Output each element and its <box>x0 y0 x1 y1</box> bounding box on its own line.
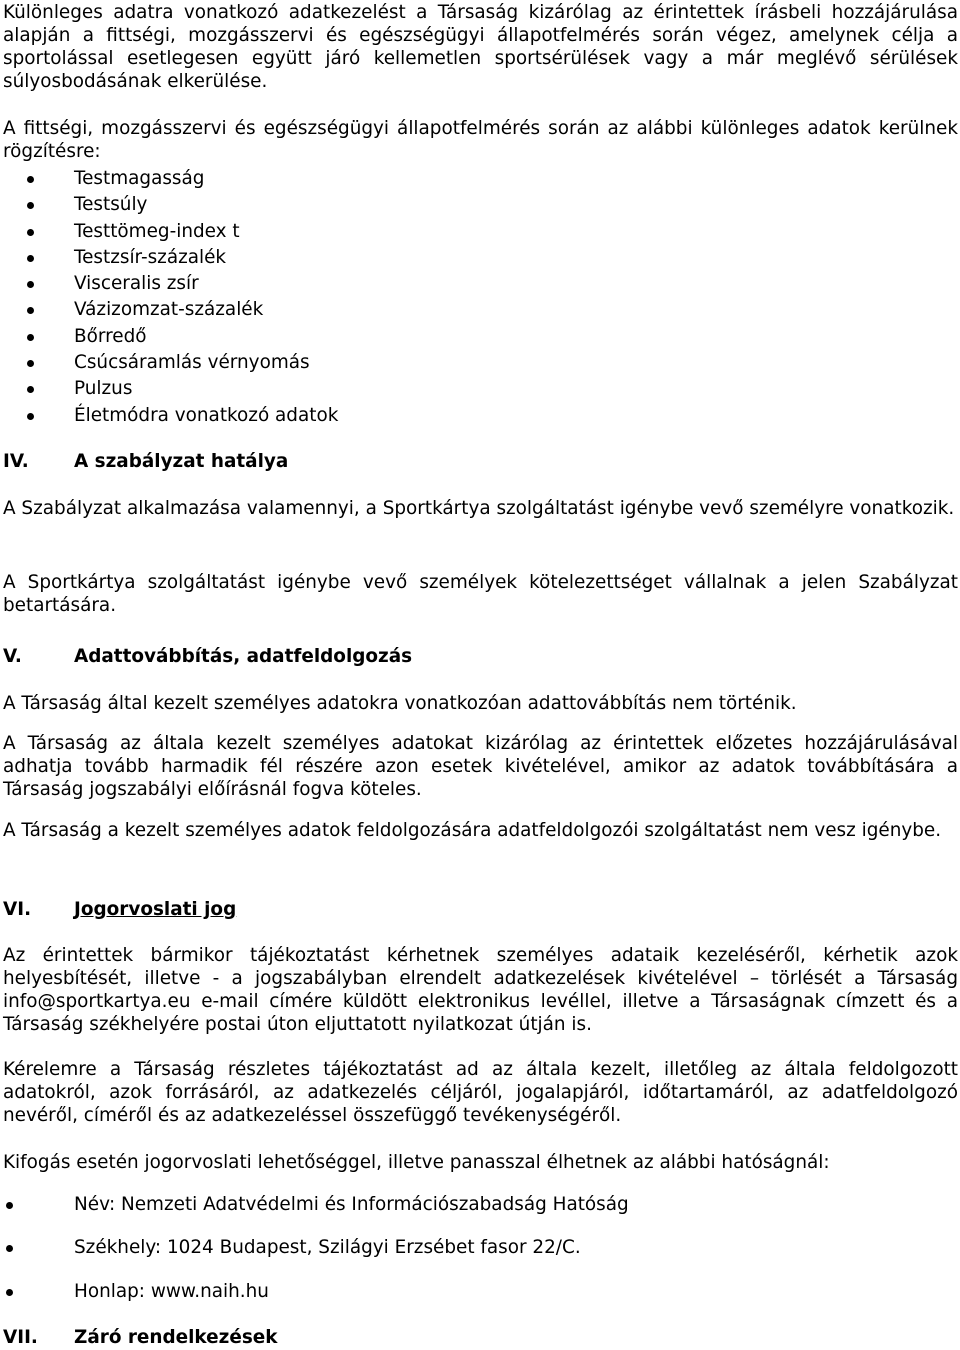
section-title: Jogorvoslati jog <box>74 899 237 920</box>
section-vi-paragraph: Kifogás esetén jogorvoslati lehetőséggel, illetve panasszal élhetnek az alábbi hatóságnál: <box>3 1152 830 1173</box>
bullet-icon <box>27 386 34 393</box>
bullet-icon <box>27 202 34 209</box>
bullet-icon <box>6 1289 13 1296</box>
list-item: Pulzus <box>3 376 958 402</box>
list-item: Székhely: 1024 Budapest, Szilágyi Erzsébet fasor 22/C. <box>3 1236 958 1260</box>
fitness-section <box>3 117 958 429</box>
section-vi-heading <box>3 898 958 922</box>
bullet-icon <box>27 255 34 262</box>
section-title: Adattovábbítás, adatfeldolgozás <box>74 646 413 667</box>
section-v-heading <box>3 645 958 669</box>
list-item: Honlap: www.naih.hu <box>3 1280 958 1304</box>
list-item: Csúcsáramlás vérnyomás <box>3 350 958 376</box>
list-item: Testsúly <box>3 192 958 218</box>
section-v-paragraph: A Társaság által kezelt személyes adatokra vonatkozóan adattovábbítás nem történik. <box>3 693 797 714</box>
section-vii-heading <box>3 1326 958 1350</box>
bullet-icon <box>27 413 34 420</box>
section-number: V. <box>3 646 22 667</box>
section-vi-paragraph: Az érintettek bármikor tájékoztatást kérhetnek személyes adataik kezeléséről, kérhetik azok helyesbítését, illetve - a jogszabályban elrendelt adatkezelések kivételével – törlését a Társaság info@sportkartya.eu e-mail címére küldött elektronikus levéllel, illetve a Társaságnak címzett és a Társaság székhelyére postai úton eljuttatott nyilatkozat útján is. <box>3 945 958 1035</box>
bullet-icon <box>27 176 34 183</box>
section-iv-paragraph: A Szabályzat alkalmazása valamennyi, a Sportkártya szolgáltatást igénybe vevő személyre vonatkozik. <box>3 498 955 519</box>
bullet-icon <box>6 1202 13 1209</box>
list-item: Testtömeg-index t <box>3 219 958 245</box>
section-title: Záró rendelkezések <box>74 1327 278 1348</box>
section-iv-heading <box>3 450 958 474</box>
section-iv-paragraph: A Sportkártya szolgáltatást igénybe vevő személyek kötelezettséget vállalnak a jelen Szabályzat betartására. <box>3 572 958 616</box>
bullet-icon <box>27 229 34 236</box>
bullet-icon <box>27 360 34 367</box>
section-number: IV. <box>3 451 29 472</box>
intro-paragraph: Különleges adatra vonatkozó adatkezelést a Társaság kizárólag az érintettek írásbeli hozzájárulása alapján a fittségi, mozgásszervi és egészségügyi állapotfelmérés során végez, amelynek célja a sportolással esetlegesen együtt járó kellemetlen sportsérülések vagy a már meglévő sérülések súlyosbodásának elkerülése. <box>3 2 958 92</box>
list-item: Testzsír-százalék <box>3 245 958 271</box>
bullet-icon <box>27 281 34 288</box>
bullet-icon <box>27 307 34 314</box>
list-item: Bőrredő <box>3 324 958 350</box>
section-number: VI. <box>3 899 32 920</box>
list-item: Visceralis zsír <box>3 271 958 297</box>
section-v-paragraph: A Társaság a kezelt személyes adatok feldolgozására adatfeldolgozói szolgáltatást nem vesz igénybe. <box>3 820 942 841</box>
section-number: VII. <box>3 1327 38 1348</box>
section-title: A szabályzat hatálya <box>74 451 289 472</box>
list-item: Életmódra vonatkozó adatok <box>3 403 958 429</box>
bullet-icon <box>27 334 34 341</box>
section-vi-paragraph: Kérelemre a Társaság részletes tájékoztatást ad az általa kezelt, illetőleg az általa feldolgozott adatokról, azok forrásáról, az adatkezelés céljáról, jogalapjáról, időtartamáról, az adatfeldolgozó nevéről, címéről és az adatkezeléssel összefüggő tevékenységéről. <box>3 1059 958 1126</box>
recorded-data-list <box>3 166 958 429</box>
list-item: Testmagasság <box>3 166 958 192</box>
list-item: Vázizomzat-százalék <box>3 297 958 323</box>
list-item: Név: Nemzeti Adatvédelmi és Információszabadság Hatóság <box>3 1193 958 1217</box>
bullet-icon <box>6 1245 13 1252</box>
fitness-paragraph: A fittségi, mozgásszervi és egészségügyi állapotfelmérés során az alábbi különleges adatok kerülnek rögzítésre: <box>3 118 958 162</box>
section-v-paragraph: A Társaság az általa kezelt személyes adatokat kizárólag az érintettek előzetes hozzájárulásával adhatja tovább harmadik fél részére azon esetek kivételével, amikor az adatok továbbítására a Társaság jogszabályi előírásnál fogva köteles. <box>3 733 958 800</box>
